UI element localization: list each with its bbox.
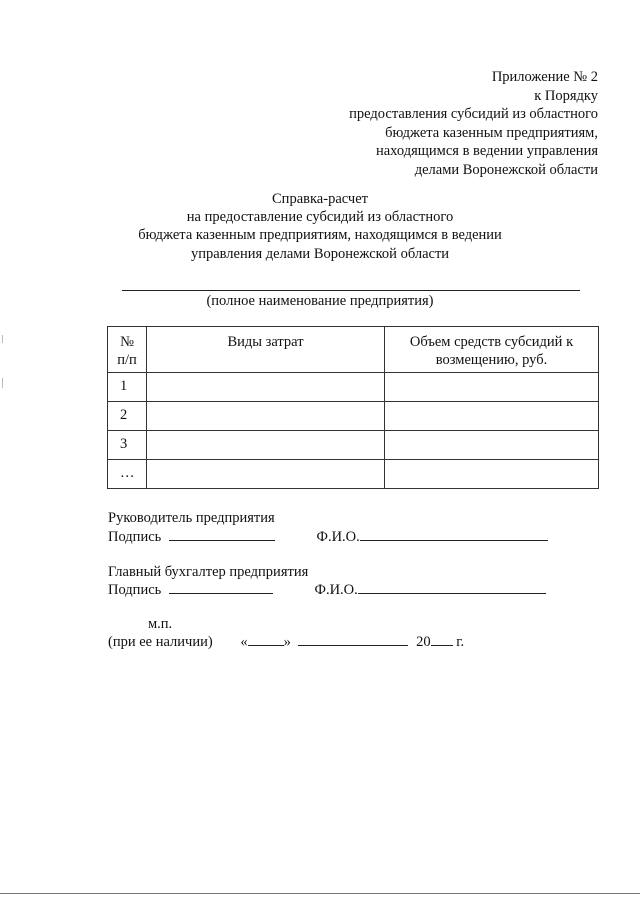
appendix-line: предоставления субсидий из областного (349, 106, 598, 123)
table-row (108, 373, 599, 402)
table-row (108, 460, 599, 489)
row-number: 1 (108, 373, 147, 402)
fio-label: Ф.И.О. (316, 529, 360, 545)
head-signature-row (108, 527, 548, 546)
header-amount-line1: Объем средств субсидий к (409, 334, 574, 350)
appendix-line: бюджета казенным предприятиям, (385, 124, 598, 141)
header-number (108, 327, 147, 373)
header-number-line1: № (120, 334, 134, 350)
appendix-line: делами Воронежской области (414, 161, 598, 178)
amount-cell[interactable] (385, 460, 599, 489)
fio-label: Ф.И.О. (314, 582, 358, 598)
appendix-line: к Порядку (534, 87, 598, 104)
accountant-fio-field[interactable] (358, 580, 546, 594)
table-header-row (108, 327, 599, 373)
enterprise-name-line (122, 290, 580, 291)
appendix-line: находящимся в ведении управления (375, 143, 598, 160)
page-bottom-edge (0, 893, 640, 894)
header-subsidy-amount (385, 327, 599, 373)
header-cost-types: Виды затрат (147, 327, 385, 373)
row-number: … (108, 460, 147, 489)
cost-type-cell[interactable] (147, 402, 385, 431)
day-field[interactable] (248, 632, 284, 646)
stamp-note: (при ее наличии) (108, 634, 213, 650)
margin-mark (2, 378, 3, 388)
header-number-line2: п/п (117, 352, 137, 368)
amount-cell[interactable] (385, 373, 599, 402)
row-number: 3 (108, 431, 147, 460)
head-signature-field[interactable] (169, 527, 275, 541)
header-amount-line2: возмещению, руб. (435, 352, 548, 368)
accountant-signature-field[interactable] (169, 580, 273, 594)
date-row (108, 632, 464, 651)
accountant-title: Главный бухгалтер предприятия (108, 564, 309, 580)
document-title (0, 190, 640, 263)
title-line: бюджета казенным предприятиям, находящимся в ведении (138, 227, 502, 244)
table-row (108, 431, 599, 460)
cost-type-cell[interactable] (147, 431, 385, 460)
signature-label: Подпись (108, 529, 162, 545)
amount-cell[interactable] (385, 431, 599, 460)
amount-cell[interactable] (385, 402, 599, 431)
title-line: на предоставление субсидий из областного (186, 209, 454, 226)
enterprise-name-caption: (полное наименование предприятия) (206, 293, 434, 309)
year-field[interactable] (431, 632, 453, 646)
quote-close: » (283, 634, 291, 650)
month-field[interactable] (298, 632, 408, 646)
appendix-header (349, 68, 598, 180)
title-line: Справка-расчет (272, 191, 368, 207)
cost-table (107, 326, 599, 489)
year-prefix: 20 (416, 634, 431, 650)
margin-mark (2, 335, 3, 343)
signature-label: Подпись (108, 582, 162, 598)
table-row (108, 402, 599, 431)
year-suffix: г. (456, 634, 465, 650)
cost-type-cell[interactable] (147, 460, 385, 489)
cost-type-cell[interactable] (147, 373, 385, 402)
title-line: управления делами Воронежской области (190, 245, 450, 262)
appendix-line: Приложение № 2 (491, 69, 598, 85)
head-fio-field[interactable] (360, 527, 548, 541)
head-title: Руководитель предприятия (108, 510, 275, 526)
accountant-signature-row (108, 580, 546, 599)
quote-open: « (240, 634, 248, 650)
stamp-label: м.п. (148, 616, 173, 632)
row-number: 2 (108, 402, 147, 431)
